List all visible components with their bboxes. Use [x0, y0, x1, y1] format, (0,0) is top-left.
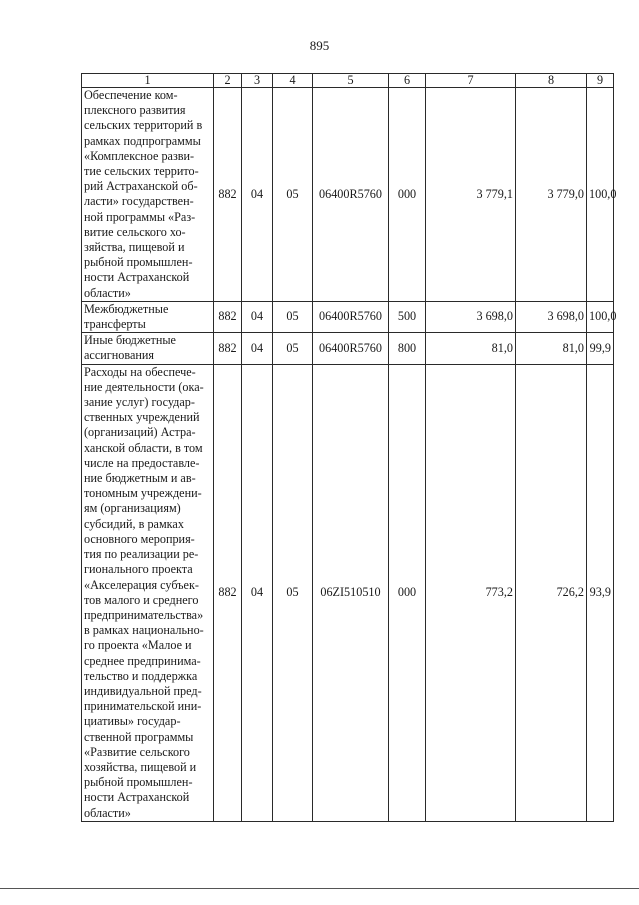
description-line: области» — [84, 805, 131, 820]
subsection-code: 05 — [273, 333, 313, 364]
description-line: трансферты — [84, 317, 146, 332]
description-line: рыбной промышлен- — [84, 255, 193, 270]
description-line: гионального проекта — [84, 562, 193, 577]
row-description — [82, 333, 214, 364]
description-line: «Развитие сельского — [84, 744, 190, 759]
description-line: зание услуг) государ- — [84, 395, 195, 410]
table-body — [82, 88, 617, 822]
description-line: тие сельских террито- — [84, 164, 199, 179]
description-line: (организаций) Астра- — [84, 425, 196, 440]
description-line: среднее предпринима- — [84, 653, 201, 668]
description-line: числе на предоставле- — [84, 455, 200, 470]
department-code: 882 — [214, 364, 242, 821]
description-line: ассигнования — [84, 348, 155, 363]
subsection-code: 05 — [273, 301, 313, 332]
description-line: ям (организациям) — [84, 501, 181, 516]
description-line: предпринимательства» — [84, 607, 204, 622]
column-header: 2 — [214, 74, 242, 88]
description-line: тономным учреждени- — [84, 486, 202, 501]
planned-amount: 81,0 — [426, 333, 516, 364]
planned-amount: 773,2 — [426, 364, 516, 821]
description-line: рий Астраханской об- — [84, 179, 198, 194]
description-line: ственных учреждений — [84, 410, 200, 425]
budget-table — [81, 73, 617, 822]
description-line: рамках подпрограммы — [84, 133, 201, 148]
department-code: 882 — [214, 301, 242, 332]
description-line: ласти» государствен- — [84, 194, 194, 209]
description-line: го проекта «Малое и — [84, 638, 192, 653]
column-header: 5 — [313, 74, 389, 88]
expense-type-code: 500 — [389, 301, 426, 332]
target-article-code: 06ZI510510 — [313, 364, 389, 821]
planned-amount: 3 779,1 — [426, 88, 516, 302]
page-number: 895 — [309, 38, 330, 53]
subsection-code: 05 — [273, 364, 313, 821]
description-line: Обеспечение ком- — [84, 88, 178, 102]
executed-amount: 726,2 — [516, 364, 587, 821]
description-line: ханской области, в том — [84, 440, 203, 455]
execution-percent: 100,0 — [587, 88, 614, 302]
description-line: ние деятельности (ока- — [84, 379, 204, 394]
column-header: 3 — [242, 74, 273, 88]
column-header: 1 — [82, 74, 214, 88]
footer-rule — [0, 888, 639, 889]
description-line: зяйства, пищевой и — [84, 240, 185, 255]
executed-amount: 3 779,0 — [516, 88, 587, 302]
description-line: ности Астраханской — [84, 270, 190, 285]
row-description — [82, 301, 214, 332]
description-line: «Акселерация субъек- — [84, 577, 199, 592]
department-code: 882 — [214, 333, 242, 364]
execution-percent: 100,0 — [587, 301, 614, 332]
description-line: хозяйства, пищевой и — [84, 759, 197, 774]
description-line: ной программы «Раз- — [84, 209, 196, 224]
description-line: тов малого и среднего — [84, 592, 199, 607]
description-line: «Комплексное разви- — [84, 148, 195, 163]
section-code: 04 — [242, 301, 273, 332]
column-header: 6 — [389, 74, 426, 88]
section-code: 04 — [242, 88, 273, 302]
description-line: ности Астраханской — [84, 790, 190, 805]
column-header: 8 — [516, 74, 587, 88]
executed-amount: 3 698,0 — [516, 301, 587, 332]
target-article-code: 06400R5760 — [313, 88, 389, 302]
description-line: ственной программы — [84, 729, 194, 744]
expense-type-code: 000 — [389, 88, 426, 302]
description-line: рыбной промышлен- — [84, 775, 193, 790]
description-line: субсидий, в рамках — [84, 516, 184, 531]
column-header: 4 — [273, 74, 313, 88]
table-row — [82, 88, 614, 302]
row-description — [82, 88, 214, 302]
target-article-code: 06400R5760 — [313, 333, 389, 364]
description-line: плексного развития — [84, 103, 186, 118]
execution-percent: 99,9 — [587, 333, 614, 364]
description-line: Расходы на обеспече- — [84, 364, 196, 379]
execution-percent: 93,9 — [587, 364, 614, 821]
executed-amount: 81,0 — [516, 333, 587, 364]
description-line: тельство и поддержка — [84, 668, 198, 683]
column-header: 7 — [426, 74, 516, 88]
table-row — [82, 364, 614, 821]
header-row — [82, 74, 614, 88]
description-line: циативы» государ- — [84, 714, 181, 729]
description-line: области» — [84, 285, 131, 300]
description-line: индивидуальной пред- — [84, 683, 202, 698]
description-line: Иные бюджетные — [84, 333, 176, 348]
planned-amount: 3 698,0 — [426, 301, 516, 332]
department-code: 882 — [214, 88, 242, 302]
description-line: основного мероприя- — [84, 531, 195, 546]
description-line: сельских территорий в — [84, 118, 203, 133]
description-line: тия по реализации ре- — [84, 547, 199, 562]
target-article-code: 06400R5760 — [313, 301, 389, 332]
description-line: в рамках национально- — [84, 623, 204, 638]
section-code: 04 — [242, 333, 273, 364]
expense-type-code: 800 — [389, 333, 426, 364]
description-line: принимательской ини- — [84, 699, 202, 714]
description-line: ние бюджетным и ав- — [84, 471, 196, 486]
description-line: витие сельского хо- — [84, 224, 186, 239]
table-row — [82, 333, 614, 364]
description-line: Межбюджетные — [84, 301, 169, 316]
subsection-code: 05 — [273, 88, 313, 302]
section-code: 04 — [242, 364, 273, 821]
row-description — [82, 364, 214, 821]
table-row — [82, 301, 614, 332]
expense-type-code: 000 — [389, 364, 426, 821]
column-header: 9 — [587, 74, 614, 88]
